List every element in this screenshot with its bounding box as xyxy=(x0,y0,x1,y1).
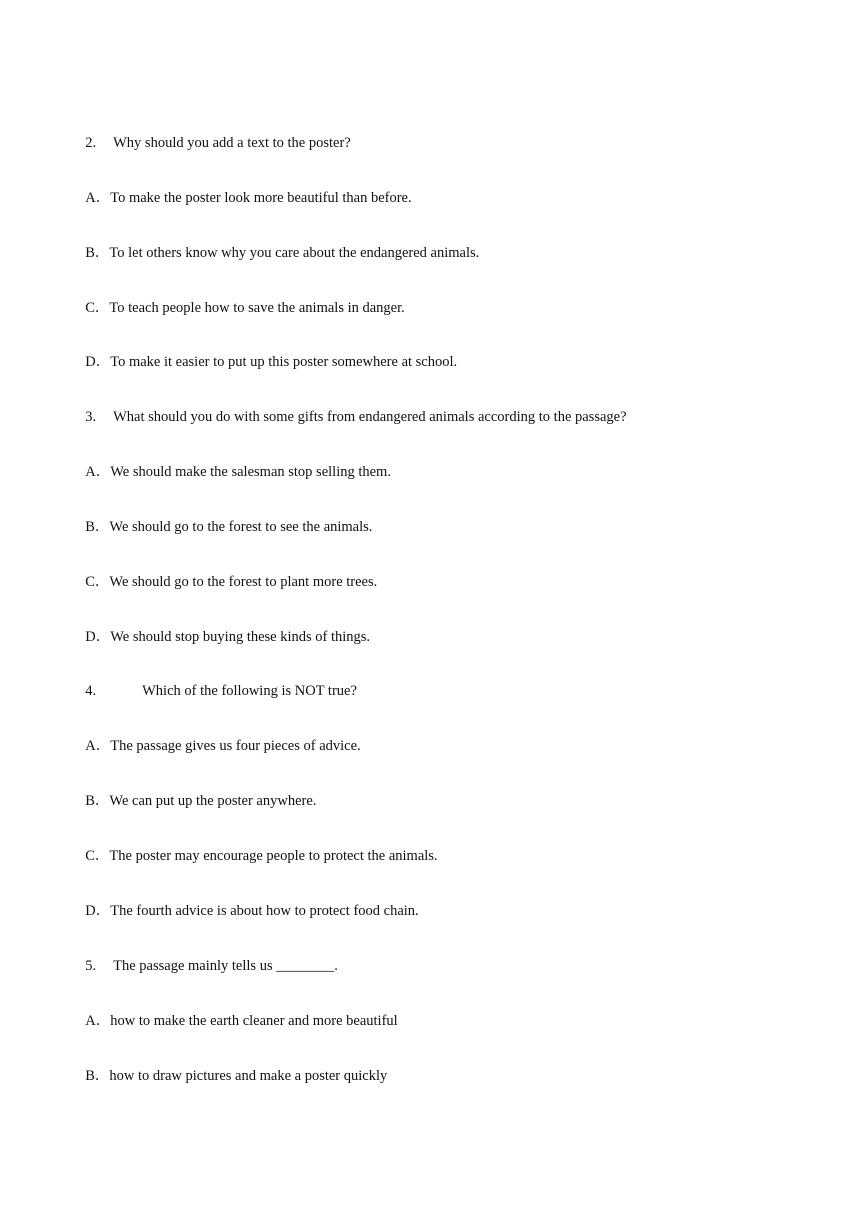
option-letter: D． xyxy=(85,354,111,370)
option-text: how to make the earth cleaner and more beautiful xyxy=(110,1013,398,1029)
option-5a xyxy=(78,994,398,1030)
option-letter: A． xyxy=(85,190,111,206)
option-letter: B． xyxy=(85,1068,110,1084)
option-letter: A． xyxy=(85,1013,111,1029)
option-text: The poster may encourage people to protect the animals. xyxy=(109,848,438,864)
option-letter: C． xyxy=(85,848,110,864)
question-number: 3. xyxy=(85,409,97,425)
option-letter: C． xyxy=(85,574,110,590)
option-4b xyxy=(78,774,316,810)
question-3 xyxy=(78,390,627,426)
option-text: We should make the salesman stop selling them. xyxy=(110,464,391,480)
question-text: Why should you add a text to the poster? xyxy=(113,135,351,151)
question-number: 2. xyxy=(85,135,97,151)
option-4c xyxy=(78,829,438,865)
question-text: What should you do with some gifts from endangered animals according to the passage? xyxy=(113,409,627,425)
question-number: 4. xyxy=(85,683,97,699)
option-text: We should go to the forest to see the animals. xyxy=(109,519,373,535)
option-text: how to draw pictures and make a poster quickly xyxy=(109,1068,388,1084)
option-letter: D． xyxy=(85,629,111,645)
option-3a xyxy=(78,445,391,481)
question-text: The passage mainly tells us ________. xyxy=(113,958,338,974)
option-5b xyxy=(78,1049,387,1085)
question-5 xyxy=(78,939,338,975)
question-text: Which of the following is NOT true? xyxy=(142,683,357,699)
option-text: To let others know why you care about the endangered animals. xyxy=(109,245,480,261)
option-text: To make the poster look more beautiful than before. xyxy=(110,190,412,206)
option-text: To teach people how to save the animals in danger. xyxy=(109,300,405,316)
option-text: We should go to the forest to plant more trees. xyxy=(109,574,378,590)
option-4d xyxy=(78,884,419,920)
option-letter: A． xyxy=(85,738,111,754)
option-2c xyxy=(78,281,405,317)
option-3d xyxy=(78,610,370,646)
question-4 xyxy=(78,664,357,700)
option-text: To make it easier to put up this poster somewhere at school. xyxy=(110,354,458,370)
option-letter: B． xyxy=(85,519,110,535)
option-3b xyxy=(78,500,372,536)
question-2 xyxy=(78,116,351,152)
option-letter: C． xyxy=(85,300,110,316)
option-4a xyxy=(78,719,361,755)
option-letter: B． xyxy=(85,793,110,809)
question-number: 5. xyxy=(85,958,97,974)
option-text: The fourth advice is about how to protect food chain. xyxy=(110,903,419,919)
option-letter: D． xyxy=(85,903,111,919)
option-letter: A． xyxy=(85,464,111,480)
option-letter: B． xyxy=(85,245,110,261)
option-2b xyxy=(78,226,479,262)
option-text: We should stop buying these kinds of things. xyxy=(110,629,371,645)
option-2d xyxy=(78,335,457,371)
option-text: We can put up the poster anywhere. xyxy=(109,793,317,809)
option-3c xyxy=(78,555,377,591)
option-text: The passage gives us four pieces of advice. xyxy=(110,738,361,754)
option-2a xyxy=(78,171,412,207)
